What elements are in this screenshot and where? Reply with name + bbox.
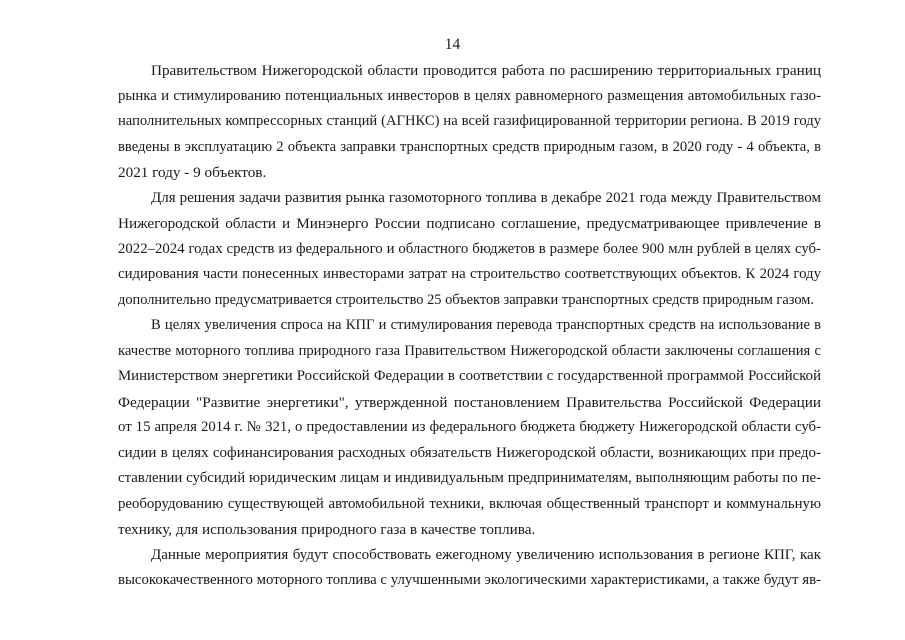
text-line: наполнительных компрессорных станций (АГНКС) на всей газифицированной территории региона. В 2019 году — [118, 113, 821, 129]
text-line: сидирования части понесенных инвесторами затрат на строительство соответствующих объектов. К 2024 году — [118, 266, 821, 282]
text-line: Нижегородской области и Минэнерго России подписано соглашение, предусматривающее привлечение в — [118, 215, 821, 232]
text-line: качестве моторного топлива природного газа Правительством Нижегородской области заключены соглашения с — [118, 342, 821, 359]
paragraph — [118, 58, 821, 186]
text-line: Правительством Нижегородской области проводится работа по расширению территориальных границ — [151, 62, 821, 79]
paragraph — [118, 543, 821, 594]
text-line: технику, для использования природного газа в качестве топлива. — [118, 521, 536, 538]
text-line: высококачественного моторного топлива с улучшенными экологическими характеристиками, а также будут яв- — [118, 572, 821, 588]
text-line: 2021 году - 9 объектов. — [118, 164, 267, 181]
text-line: В целях увеличения спроса на КПГ и стимулирования перевода транспортных средств на использование в — [151, 317, 821, 333]
text-line: сидии в целях софинансирования расходных обязательств Нижегородской области, возникающих при предо- — [118, 444, 821, 461]
paragraph — [118, 313, 821, 543]
text-line: Федерации "Развитие энергетики", утвержденной постановлением Правительства Российской Федерации — [118, 393, 821, 411]
text-line: введены в эксплуатацию 2 объекта заправки транспортных средств природным газом, в 2020 году - 4 объекта, в — [118, 138, 821, 155]
text-line: дополнительно предусматривается строительство 25 объектов заправки транспортных средств природным газом. — [118, 291, 814, 308]
text-line: Министерством энергетики Российской Федерации в соответствии с государственной программой Российской — [118, 368, 821, 384]
text-line: ставлении субсидий юридическим лицам и индивидуальным предпринимателям, выполняющим работы по пе- — [118, 470, 821, 486]
page-number: 14 — [444, 36, 461, 53]
paragraph — [118, 186, 821, 314]
text-line: реоборудованию существующей автомобильной техники, включая общественный транспорт и коммунальную — [118, 495, 821, 512]
text-line: рынка и стимулированию потенциальных инвесторов в целях равномерного размещения автомобильных газо- — [118, 87, 821, 104]
document-body — [118, 58, 821, 594]
text-line: Данные мероприятия будут способствовать ежегодному увеличению использования в регионе КПГ, как — [151, 546, 821, 563]
text-line: Для решения задачи развития рынка газомоторного топлива в декабре 2021 года между Правительством — [151, 189, 821, 206]
text-line: от 15 апреля 2014 г. № 321, о предоставлении из федерального бюджета бюджету Нижегородской области суб- — [118, 419, 821, 435]
text-line: 2022–2024 годах средств из федерального и областного бюджетов в размере более 900 млн рублей в целях суб- — [118, 240, 821, 257]
